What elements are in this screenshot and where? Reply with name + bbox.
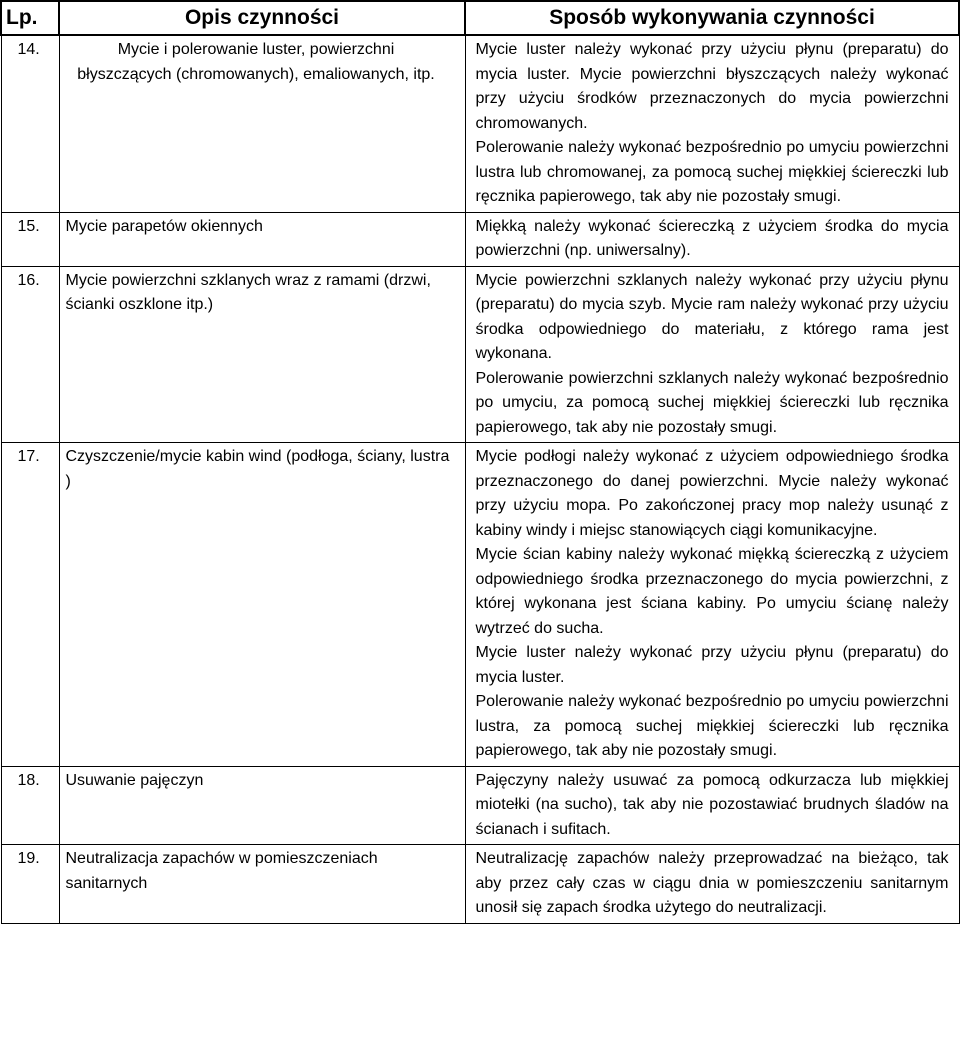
method-paragraph: Miękką należy wykonać ściereczką z użyciem środka do mycia powierzchni (np. uniwersalny). xyxy=(475,217,949,259)
row-number: 16. xyxy=(1,266,59,443)
row-description xyxy=(59,35,465,212)
row-number: 17. xyxy=(1,443,59,767)
row-method xyxy=(465,266,959,443)
table-row xyxy=(1,766,959,845)
table-row xyxy=(1,35,959,212)
method-paragraph: Polerowanie należy wykonać bezpośrednio po umyciu powierzchni lustra, za pomocą suchej miękkiej ściereczki lub ręcznika papierowego, tak aby nie pozostały smugi. xyxy=(475,693,949,759)
row-description-text: Usuwanie pajęczyn xyxy=(65,771,204,789)
table-header xyxy=(1,1,959,35)
method-paragraph: Mycie podłogi należy wykonać z użyciem odpowiedniego środka przeznaczonego do danej powierzchni. Mycie należy wykonać przy użyciu mopa. Po zakończonej pracy mop należy usunąć z kabiny windy i miejsc stanowiących ciągi komunikacyjne. xyxy=(475,448,949,539)
row-number: 18. xyxy=(1,766,59,845)
row-description-text: Mycie i polerowanie luster, powierzchni błyszczących (chromowanych), emaliowanych, itp. xyxy=(77,41,435,83)
table-row xyxy=(1,212,959,266)
row-description xyxy=(59,443,465,767)
row-description-text: Mycie powierzchni szklanych wraz z ramami (drzwi, ścianki oszklone itp.) xyxy=(65,271,431,313)
method-paragraph: Neutralizację zapachów należy przeprowadzać na bieżąco, tak aby przez cały czas w ciągu dnia w pomieszczeniu sanitarnym unosił się zapach środka użytego do neutralizacji. xyxy=(475,850,949,916)
method-paragraph: Polerowanie należy wykonać bezpośrednio po umyciu powierzchni lustra lub chromowanej, za pomocą suchej miękkiej ściereczki lub ręcznika papierowego, tak aby nie pozostały smugi. xyxy=(475,139,949,205)
row-method xyxy=(465,766,959,845)
table-row xyxy=(1,845,959,924)
method-paragraph: Mycie ścian kabiny należy wykonać miękką ściereczką z użyciem odpowiedniego środka przeznaczonego do mycia powierzchni, z której wykonana jest ściana kabiny. Po umyciu ścianę należy wytrzeć do sucha. xyxy=(475,546,949,637)
header-method: Sposób wykonywania czynności xyxy=(465,1,959,35)
row-description xyxy=(59,845,465,924)
header-lp: Lp. xyxy=(1,1,59,35)
row-number: 15. xyxy=(1,212,59,266)
row-description xyxy=(59,266,465,443)
row-number: 14. xyxy=(1,35,59,212)
method-paragraph: Mycie luster należy wykonać przy użyciu płynu (preparatu) do mycia luster. xyxy=(475,644,949,686)
row-description-text: Czyszczenie/mycie kabin wind (podłoga, ściany, lustra ) xyxy=(65,448,450,490)
row-method xyxy=(465,845,959,924)
row-description-text: Neutralizacja zapachów w pomieszczeniach sanitarnych xyxy=(65,850,378,892)
table-row xyxy=(1,266,959,443)
row-method xyxy=(465,443,959,767)
method-paragraph: Polerowanie powierzchni szklanych należy wykonać bezpośrednio po umyciu, za pomocą suchej miękkiej ściereczki lub ręcznika papierowego, tak aby nie pozostały smugi. xyxy=(475,369,949,436)
table-row xyxy=(1,443,959,767)
row-description xyxy=(59,766,465,845)
row-method xyxy=(465,212,959,266)
method-paragraph: Pajęczyny należy usuwać za pomocą odkurzacza lub miękkiej miotełki (na sucho), tak aby nie pozostawiać brudnych śladów na ścianach i sufitach. xyxy=(475,771,949,838)
row-description xyxy=(59,212,465,266)
method-paragraph: Mycie powierzchni szklanych należy wykonać przy użyciu płynu (preparatu) do mycia szyb. Mycie ram należy wykonać przy użyciu środka odpowiedniego do materiału, z którego rama jest wykonana. xyxy=(475,271,949,362)
header-description: Opis czynności xyxy=(59,1,465,35)
row-number: 19. xyxy=(1,845,59,924)
method-paragraph: Mycie luster należy wykonać przy użyciu płynu (preparatu) do mycia luster. Mycie powierzchni błyszczących należy wykonać przy użyciu środków przeznaczonych do mycia powierzchni chromowanych. xyxy=(475,41,949,132)
row-method xyxy=(465,35,959,212)
row-description-text: Mycie parapetów okiennych xyxy=(65,217,263,235)
